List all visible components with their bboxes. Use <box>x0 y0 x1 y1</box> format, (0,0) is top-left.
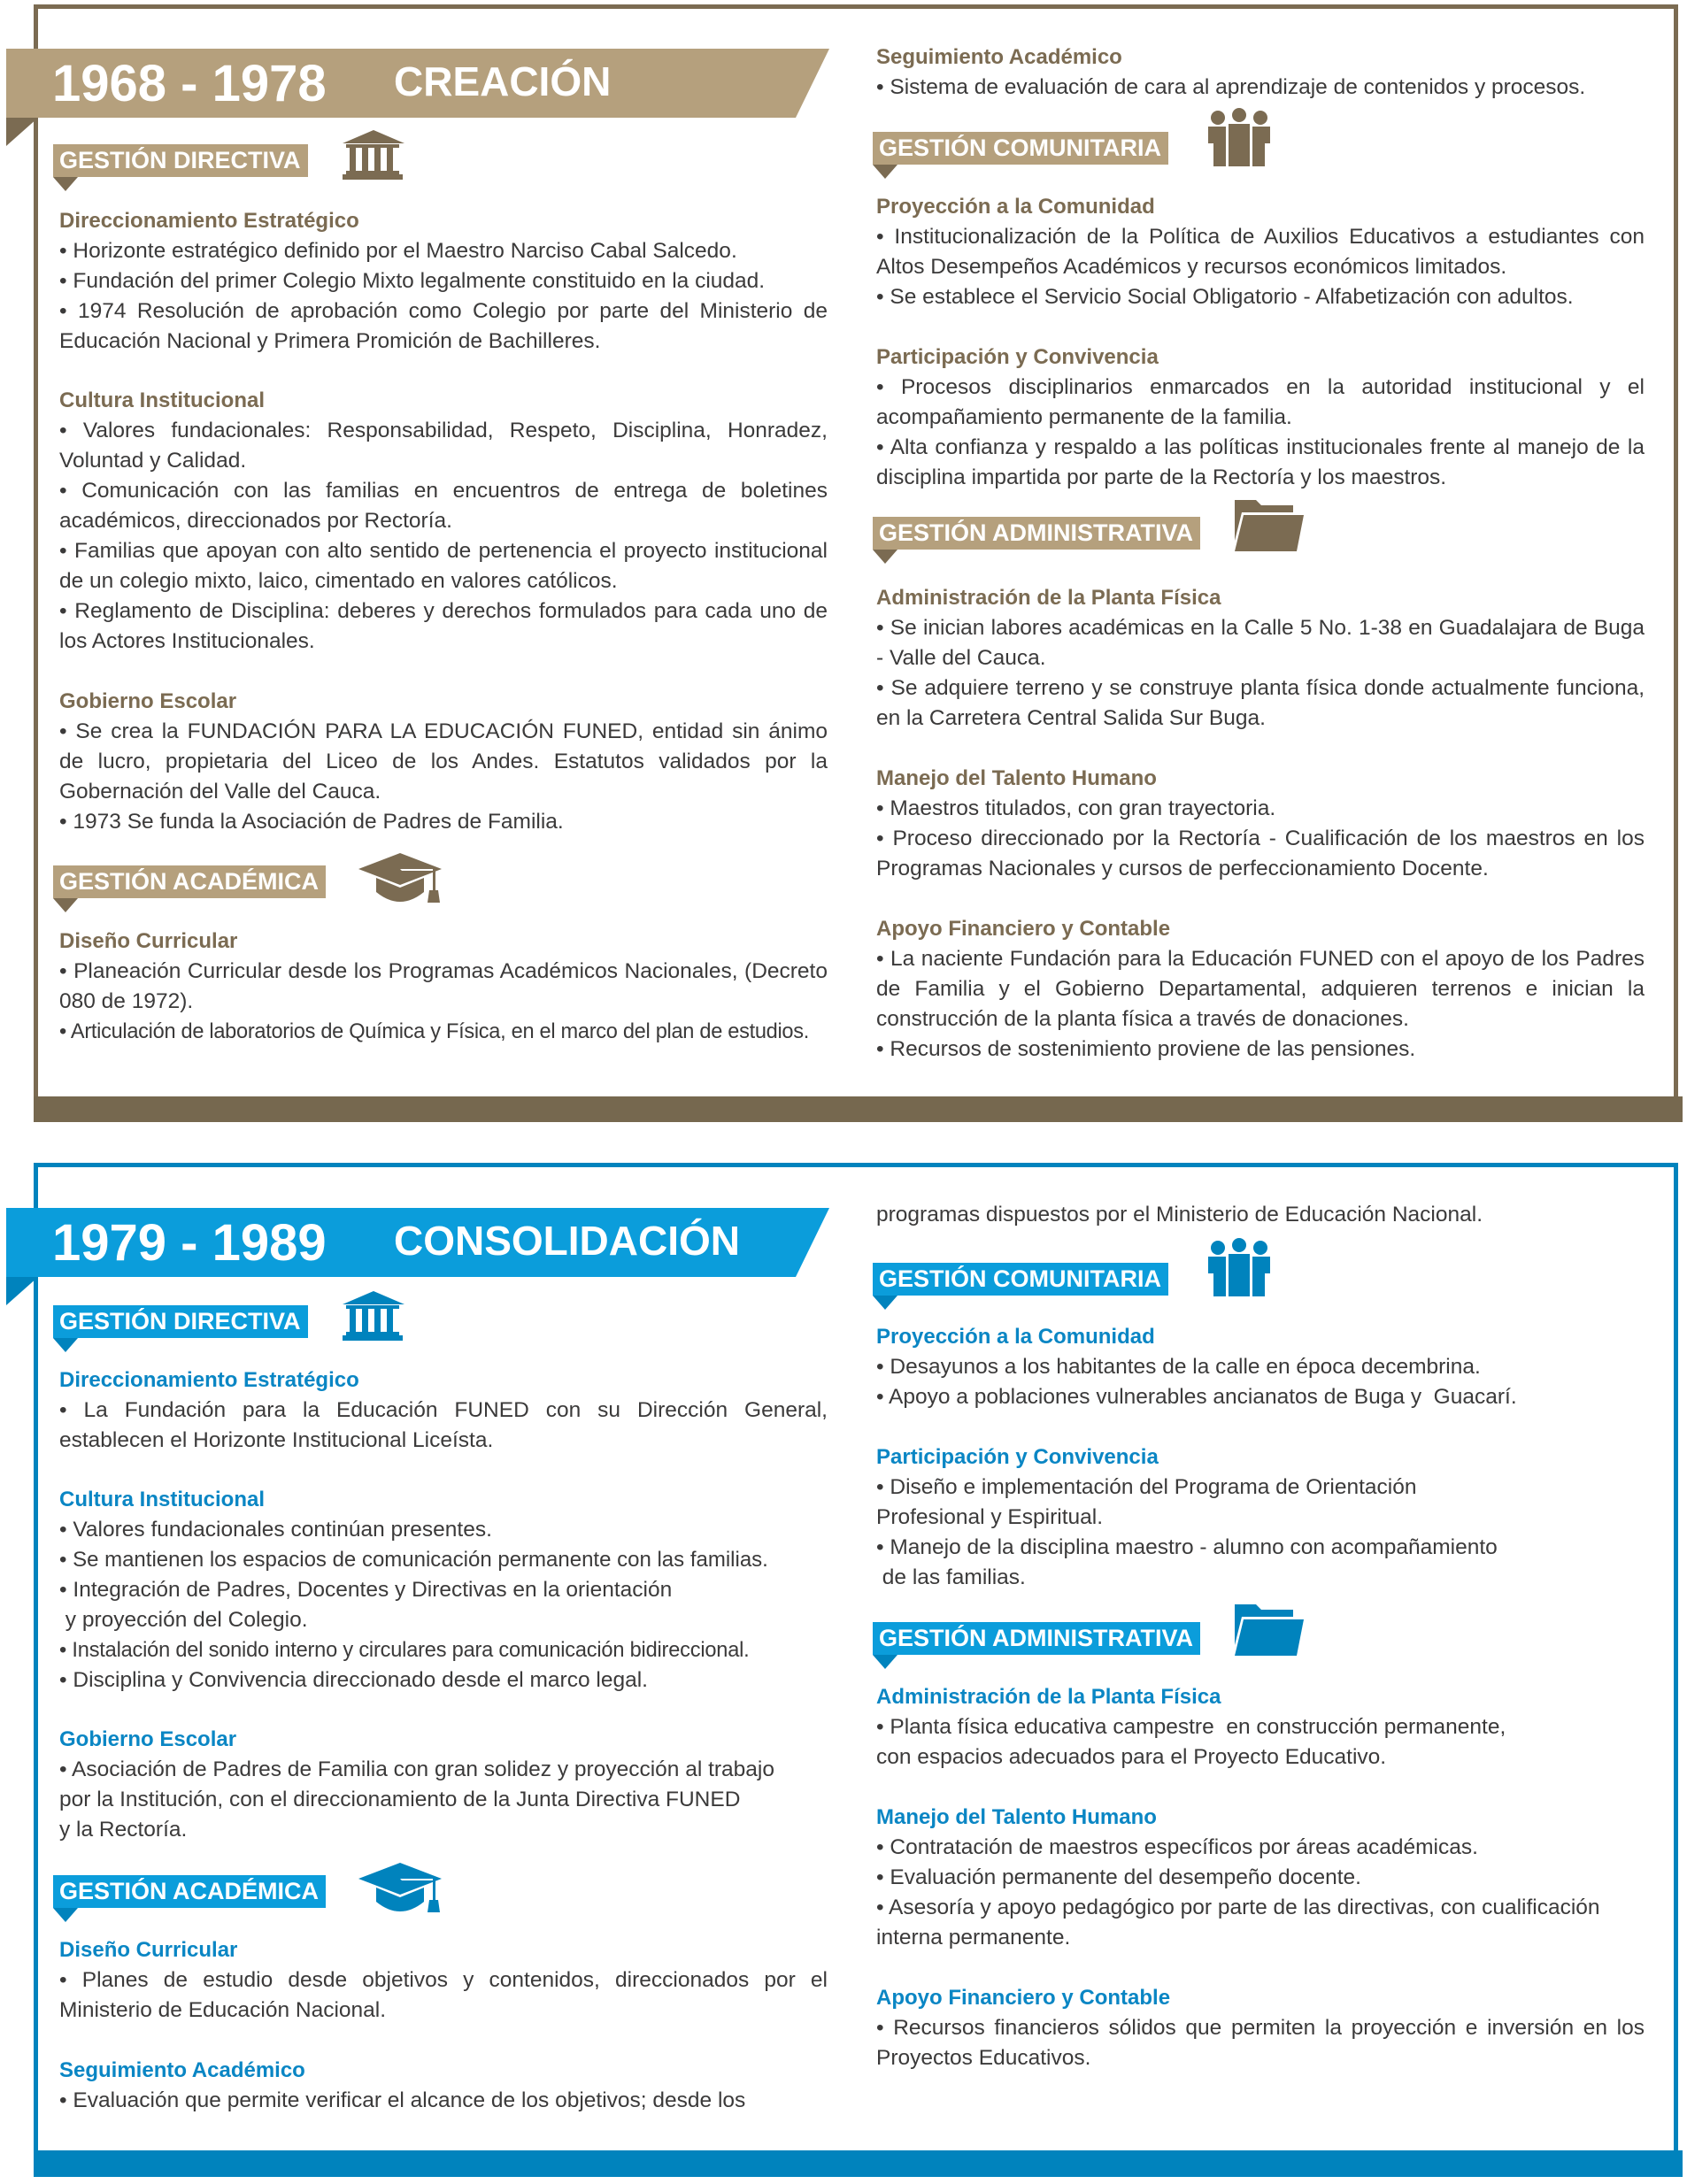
group-heading: Participación y Convivencia <box>876 1445 1159 1469</box>
group-heading: Gobierno Escolar <box>59 689 237 713</box>
building-columns-icon <box>343 1291 404 1341</box>
group-heading: Apoyo Financiero y Contable <box>876 1986 1171 2010</box>
group-heading: Direccionamiento Estratégico <box>59 209 359 233</box>
list-item: • Proceso direccionado por la Rectoría - Cualificación de los maestros en los Programas Nacionales y cursos de perfeccionamiento Docente. <box>876 827 1645 881</box>
group-seguimiento-1968 <box>876 42 1646 103</box>
badge-gestion-directiva <box>53 144 308 177</box>
group-heading: Proyección a la Comunidad <box>876 195 1155 219</box>
list-item: • La Fundación para la Educación FUNED con su Dirección General, establecen el Horizonte Institucional Liceísta. <box>59 1398 828 1452</box>
period-phase: CREACIÓN <box>394 58 612 104</box>
group-participacion-1979 <box>876 1442 1646 1593</box>
list-item: • La naciente Fundación para la Educación FUNED con el apoyo de los Padres de Familia y el Gobierno Departamental, adquieren terrenos e inician la construcción de la planta física a través de donaciones. <box>876 947 1645 1031</box>
badge-label: GESTIÓN ADMINISTRATIVA <box>879 519 1193 546</box>
badge-gestion-comunitaria <box>873 132 1168 165</box>
badge-gestion-academica <box>53 865 326 898</box>
group-heading: Administración de la Planta Física <box>876 1685 1221 1709</box>
group-heading: Manejo del Talento Humano <box>876 1805 1157 1829</box>
list-item: • 1973 Se funda la Asociación de Padres de Familia. <box>59 810 564 834</box>
list-item: • Reglamento de Disciplina: deberes y derechos formulados para cada uno de los Actores Institucionales. <box>59 599 828 653</box>
group-gobierno-1979 <box>59 1725 838 1845</box>
list-item: y proyección del Colegio. <box>59 1608 308 1632</box>
group-administracion-1968 <box>876 583 1645 734</box>
group-heading: Gobierno Escolar <box>59 1727 237 1751</box>
list-item: • Institucionalización de la Política de Auxilios Educativos a estudiantes con Altos Desempeños Académicos y recursos económicos limitados. <box>876 225 1645 279</box>
group-heading: Seguimiento Académico <box>59 2058 305 2082</box>
group-heading: Seguimiento Académico <box>876 45 1122 69</box>
group-proyeccion-1979 <box>876 1322 1646 1412</box>
list-item: de las familias. <box>876 1565 1026 1589</box>
period-years: 1968 - 1978 <box>52 55 327 112</box>
banner-fold-1979 <box>6 1277 38 1305</box>
list-item: • Se mantienen los espacios de comunicación permanente con las familias. <box>59 1548 768 1572</box>
badge-label: GESTIÓN COMUNITARIA <box>879 135 1161 161</box>
list-item: • Se crea la FUNDACIÓN PARA LA EDUCACIÓN FUNED, entidad sin ánimo de lucro, propietaria del Liceo de los Andes. Estatutos validados por la Gobernación del Valle del Cauca. <box>59 719 828 804</box>
graduation-cap-icon <box>358 853 442 904</box>
folder-open-icon <box>1235 1604 1304 1656</box>
badge-gestion-administrativa <box>873 517 1200 550</box>
group-heading: Administración de la Planta Física <box>876 586 1221 610</box>
group-gobierno-1968 <box>59 687 828 837</box>
people-group-icon <box>1208 1238 1270 1296</box>
badge-label: GESTIÓN ACADÉMICA <box>59 1878 320 1904</box>
list-item: • Asesoría y apoyo pedagógico por parte de las directivas, con cualificación interna permanente. <box>876 1896 1600 1949</box>
list-item: • Diseño e implementación del Programa de Orientación <box>876 1475 1417 1499</box>
section-footer-bar-1979 <box>34 2150 1683 2177</box>
group-seguimiento-1979 <box>59 2056 838 2116</box>
group-cultura-1979 <box>59 1485 838 1696</box>
group-financiero-1968 <box>876 914 1645 1065</box>
group-talento-1979 <box>876 1803 1646 1953</box>
list-item: • Sistema de evaluación de cara al aprendizaje de contenidos y procesos. <box>876 75 1586 99</box>
list-item: • Planes de estudio desde objetivos y contenidos, direccionados por el Ministerio de Educación Nacional. <box>59 1968 828 2022</box>
section-footer-bar-1968 <box>34 1096 1683 1122</box>
list-item: por la Institución, con el direccionamiento de la Junta Directiva FUNED <box>59 1788 741 1811</box>
group-participacion-1968 <box>876 342 1645 493</box>
list-item: • Valores fundacionales: Responsabilidad, Respeto, Disciplina, Honradez, Voluntad y Calidad. <box>59 419 828 473</box>
group-heading: Diseño Curricular <box>59 929 238 953</box>
period-banner-1968 <box>6 49 831 118</box>
badge-gestion-academica <box>53 1875 326 1908</box>
list-item: • Evaluación permanente del desempeño docente. <box>876 1865 1361 1889</box>
list-item: • Alta confianza y respaldo a las políticas institucionales frente al manejo de la disciplina impartida por parte de la Rectoría y los maestros. <box>876 435 1645 489</box>
list-item: • Familias que apoyan con alto sentido de pertenencia el proyecto institucional de un colegio mixto, laico, cimentado en valores católicos. <box>59 539 828 593</box>
list-item: • Integración de Padres, Docentes y Directivas en la orientación <box>59 1578 673 1602</box>
list-item: • Disciplina y Convivencia direccionado desde el marco legal. <box>59 1668 648 1692</box>
list-item: • Planeación Curricular desde los Programas Académicos Nacionales, (Decreto 080 de 1972). <box>59 959 828 1013</box>
list-item: • Maestros titulados, con gran trayectoria. <box>876 796 1276 820</box>
list-item: • Instalación del sonido interno y circulares para comunicación bidireccional. <box>59 1639 750 1662</box>
group-heading: Proyección a la Comunidad <box>876 1325 1155 1349</box>
list-item-continuation: programas dispuestos por el Ministerio de Educación Nacional. <box>876 1203 1483 1227</box>
folder-open-icon <box>1235 500 1304 551</box>
graduation-cap-icon <box>358 1863 442 1914</box>
list-item: • Recursos de sostenimiento proviene de las pensiones. <box>876 1037 1416 1061</box>
list-item: • Recursos financieros sólidos que permiten la proyección e inversión en los Proyectos Educativos. <box>876 2016 1645 2070</box>
group-heading: Participación y Convivencia <box>876 345 1159 369</box>
list-item: • Apoyo a poblaciones vulnerables ancianatos de Buga y Guacarí. <box>876 1385 1517 1409</box>
list-item: • Se establece el Servicio Social Obligatorio - Alfabetización con adultos. <box>876 285 1574 309</box>
list-item: • Valores fundacionales continúan presentes. <box>59 1518 492 1542</box>
badge-gestion-directiva <box>53 1305 308 1338</box>
group-heading: Manejo del Talento Humano <box>876 766 1157 790</box>
badge-gestion-administrativa <box>873 1622 1200 1655</box>
list-item: • Articulación de laboratorios de Química y Física, en el marco del plan de estudios. <box>59 1020 809 1043</box>
group-heading: Apoyo Financiero y Contable <box>876 917 1171 941</box>
list-item: Profesional y Espiritual. <box>876 1505 1104 1529</box>
list-item: • Horizonte estratégico definido por el Maestro Narciso Cabal Salcedo. <box>59 239 737 263</box>
list-item: y la Rectoría. <box>59 1818 188 1842</box>
badge-label: GESTIÓN ACADÉMICA <box>59 868 320 895</box>
list-item: • Procesos disciplinarios enmarcados en la autoridad institucional y el acompañamiento permanente de la familia. <box>876 375 1645 429</box>
group-heading: Diseño Curricular <box>59 1938 238 1962</box>
group-diseno-1968 <box>59 927 828 1047</box>
period-years: 1979 - 1989 <box>52 1214 327 1272</box>
list-item: • Contratación de maestros específicos por áreas académicas. <box>876 1835 1478 1859</box>
group-direccionamiento-1968 <box>59 206 828 357</box>
building-columns-icon <box>343 130 404 180</box>
period-phase: CONSOLIDACIÓN <box>394 1218 740 1264</box>
list-item: • Fundación del primer Colegio Mixto legalmente constituido en la ciudad. <box>59 269 766 293</box>
list-item: • Se adquiere terreno y se construye planta física donde actualmente funciona, en la Carretera Central Salida Sur Buga. <box>876 676 1645 730</box>
period-banner-1979 <box>6 1208 831 1277</box>
list-item: • 1974 Resolución de aprobación como Colegio por parte del Ministerio de Educación Nacional y Primera Promición de Bachilleres. <box>59 299 828 353</box>
list-item: • Manejo de la disciplina maestro - alumno con acompañamiento <box>876 1535 1498 1559</box>
group-heading: Cultura Institucional <box>59 1488 266 1511</box>
badge-label: GESTIÓN DIRECTIVA <box>59 147 301 173</box>
group-proyeccion-1968 <box>876 192 1645 312</box>
list-item: • Desayunos a los habitantes de la calle en época decembrina. <box>876 1355 1481 1379</box>
people-group-icon <box>1208 108 1270 166</box>
group-financiero-1979 <box>876 1983 1645 2073</box>
list-item: • Evaluación que permite verificar el alcance de los objetivos; desde los <box>59 2088 746 2112</box>
list-item: • Planta física educativa campestre en construcción permanente, <box>876 1715 1506 1739</box>
badge-label: GESTIÓN COMUNITARIA <box>879 1265 1161 1292</box>
group-heading: Direccionamiento Estratégico <box>59 1368 359 1392</box>
group-heading: Cultura Institucional <box>59 388 266 412</box>
badge-label: GESTIÓN ADMINISTRATIVA <box>879 1625 1193 1651</box>
group-diseno-1979 <box>59 1935 828 2026</box>
list-item: • Se inician labores académicas en la Calle 5 No. 1-38 en Guadalajara de Buga - Valle del Cauca. <box>876 616 1645 670</box>
group-talento-1968 <box>876 764 1645 884</box>
group-direccionamiento-1979 <box>59 1365 828 1456</box>
list-item: con espacios adecuados para el Proyecto Educativo. <box>876 1745 1387 1769</box>
badge-gestion-comunitaria <box>873 1263 1168 1296</box>
group-administracion-1979 <box>876 1682 1646 1773</box>
seguimiento-continuation-1979 <box>876 1200 1646 1230</box>
list-item: • Asociación de Padres de Familia con gran solidez y proyección al trabajo <box>59 1757 774 1781</box>
badge-label: GESTIÓN DIRECTIVA <box>59 1308 301 1334</box>
group-cultura-1968 <box>59 386 828 657</box>
list-item: • Comunicación con las familias en encuentros de entrega de boletines académicos, direccionados por Rectoría. <box>59 479 828 533</box>
banner-fold-1968 <box>6 118 38 146</box>
